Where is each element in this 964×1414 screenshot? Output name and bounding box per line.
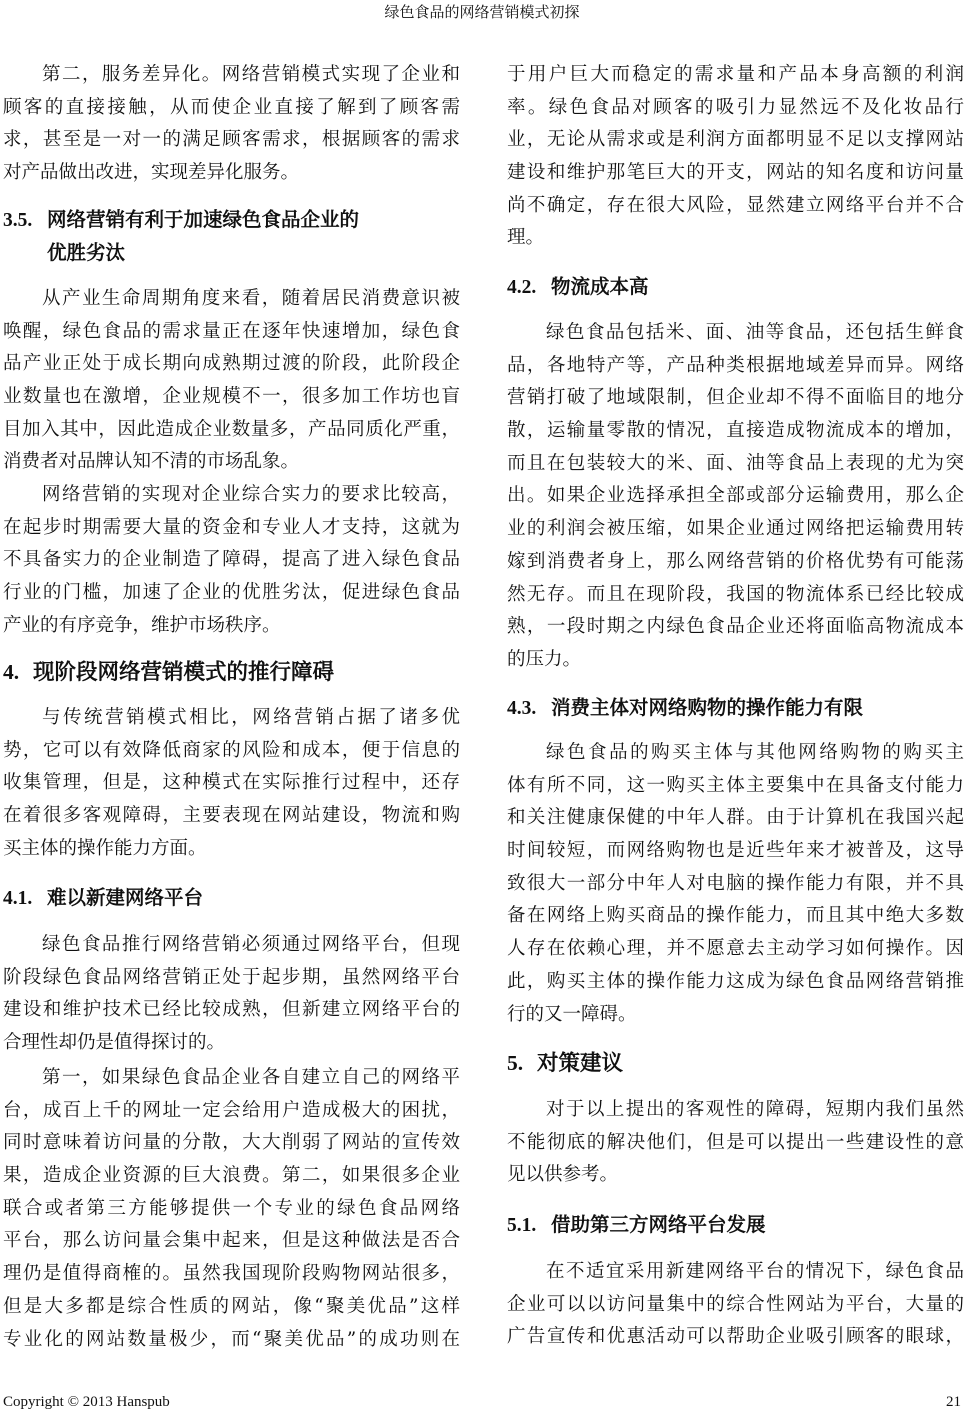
heading-5-1 [507,1209,766,1242]
text-line: 台，成百上千的网址一定会给用户造成极大的困扰， [3,1099,460,1121]
text-line: 行的又一障碍。 [507,1003,637,1025]
text-line: 在着很多客观障碍，主要表现在网站建设，物流和购 [3,805,460,827]
paragraph-lifecycle [3,283,460,479]
text-line: 此，购买主体的操作能力这成为绿色食品网络营销推 [507,970,964,992]
running-title: 绿色食品的网络营销模式初探 [384,3,580,21]
heading-5 [507,1047,623,1080]
heading-4-1 [3,882,203,915]
heading-text: 难以新建网络平台 [47,886,204,909]
paragraph-suggestions [507,1094,964,1192]
heading-text: 对策建议 [537,1051,624,1076]
heading-number: 5. [507,1051,524,1075]
heading-4-3 [507,692,863,725]
heading-number: 5.1. [507,1215,537,1236]
heading-number: 4. [3,660,20,684]
paragraph-first-continued [507,59,964,255]
text-line: 不能彻底的解决他们，但是可以提出一些建设性的意 [507,1131,964,1153]
heading-number: 4.3. [507,698,537,719]
text-line: 第一，如果绿色食品企业各自建立自己的网络平 [42,1067,460,1088]
text-line: 建设和维护技术已经比较成熟，但新建立网络平台的 [3,999,460,1021]
text-line: 收集管理，但是，这种模式在实际推行过程中，还存 [3,772,460,794]
text-line: 不具备实力的企业制造了障碍，提高了进入绿色食品 [3,549,460,571]
text-line: 建设和维护那笔巨大的开支，网站的知名度和访问量 [507,162,964,184]
paragraph-service [3,59,460,190]
text-line: 果，造成企业资源的巨大浪费。第二，如果很多企业 [3,1165,460,1187]
text-line: 散，运输量零散的情况，直接造成物流成本的增加， [507,420,964,442]
paragraph-consumers [507,737,964,1031]
text-line: 买主体的操作能力方面。 [3,837,207,859]
text-line: 绿色食品的购买主体与其他网络购物的购买主 [546,742,964,763]
heading-text: 网络营销有利于加速绿色食品企业的 [47,208,360,231]
paragraph-logistics [507,317,964,677]
text-line: 绿色食品推行网络营销必须通过网络平台，但现 [42,934,460,955]
text-line: 备在网络上购买商品的操作能力，而且其中绝大多数 [507,905,964,927]
heading-text: 消费主体对网络购物的操作能力有限 [551,696,864,719]
text-line: 在起步时期需要大量的资金和专业人才支持，这就为 [3,516,460,538]
text-line: 而且在包装较大的米、面、油等食品上表现的尤为突 [507,452,964,474]
paragraph-strength [3,479,460,642]
text-line: 企业可以以访问量集中的综合性网站为平台，大量的 [507,1293,964,1315]
copyright: Copyright © 2013 Hanspub [3,1394,170,1410]
paragraph-platform [3,929,460,1060]
text-line: 顾客的直接接触，从而使企业直接了解到了顾客需 [3,96,460,118]
text-line: 业数量也在激增，企业规模不一，很多加工作坊也盲 [3,386,460,408]
text-line: 但是大多都是综合性质的网站，像“聚美优品”这样 [3,1295,460,1317]
text-line: 理仍是值得商榷的。虽然我国现阶段购物网站很多， [3,1263,460,1285]
text-line: 理。 [507,227,545,249]
text-line: 嫁到消费者身上，那么网络营销的价格优势有可能荡 [507,550,964,572]
text-line: 平台，那么访问量会集中起来，但是这种做法是否合 [3,1230,460,1252]
text-line: 广告宣传和优惠活动可以帮助企业吸引顾客的眼球， [507,1326,964,1348]
text-line: 业，无论从需求或是利润方面都明显不足以支撑网站 [507,129,964,151]
heading-text: 物流成本高 [551,275,649,298]
text-line: 产业的有序竞争，维护市场秩序。 [3,614,281,636]
text-line: 同时意味着访问量的分散，大大削弱了网站的宣传效 [3,1132,460,1154]
heading-text: 现阶段网络营销模式的推行障碍 [33,660,335,685]
heading-text: 借助第三方网络平台发展 [551,1213,766,1236]
text-line: 行业的门槛，加速了企业的优胜劣汰，促进绿色食品 [3,582,460,604]
text-line: 第二，服务差异化。网络营销模式实现了企业和 [42,64,460,85]
text-line: 目加入其中，因此造成企业数量多，产品同质化严重， [3,418,460,440]
text-line: 品产业正处于成长期向成熟期过渡的阶段，此阶段企 [3,353,460,375]
text-line: 对于以上提出的客观性的障碍，短期内我们虽然 [546,1099,964,1120]
heading-text-cont: 优胜劣汰 [47,241,126,264]
text-line: 唤醒，绿色食品的需求量正在逐年快速增加，绿色食 [3,320,460,342]
text-line: 与传统营销模式相比，网络营销占据了诸多优 [42,707,460,728]
heading-4-2 [507,271,649,304]
text-line: 从产业生命周期角度来看，随着居民消费意识被 [42,288,460,309]
text-line: 绿色食品包括米、面、油等食品，还包括生鲜食 [546,322,964,343]
heading-3-5 [3,204,359,269]
heading-number: 4.2. [507,277,537,298]
text-line: 联合或者第三方能够提供一个专业的绿色食品网络 [3,1197,460,1219]
heading-number: 3.5. [3,210,33,231]
page-number: 21 [946,1394,961,1410]
text-line: 业的利润会被压缩，如果企业通过网络把运输费用转 [507,518,964,540]
text-line: 体有所不同，这一购买主体主要集中在具备支付能力 [507,774,964,796]
text-line: 和关注健康保健的中年人群。由于计算机在我国兴起 [507,807,964,829]
heading-number: 4.1. [3,888,33,909]
text-line: 熟，一段时期之内绿色食品企业还将面临高物流成本 [507,616,964,638]
text-line: 网络营销的实现对企业综合实力的要求比较高， [42,484,460,505]
heading-4 [3,656,334,689]
text-line: 势，它可以有效降低商家的风险和成本，便于信息的 [3,739,460,761]
text-line: 见以供参考。 [507,1164,619,1186]
text-line: 的压力。 [507,648,582,670]
text-line: 营销打破了地域限制，但企业却不得不面临目的地分 [507,387,964,409]
text-line: 尚不确定，存在很大风险，显然建立网络平台并不合 [507,194,964,216]
paragraph-obstacles [3,702,460,865]
text-line: 对产品做出改进，实现差异化服务。 [3,162,300,184]
text-line: 专业化的网站数量极少，而“聚美优品”的成功则在 [3,1328,460,1350]
text-line: 于用户巨大而稳定的需求量和产品本身高额的利润 [507,64,964,85]
text-line: 时间较短，而网络购物也是近些年来才被普及，这导 [507,840,964,862]
text-line: 品，各地特产等，产品种类根据地域差异而异。网络 [507,354,964,376]
paragraph-first [3,1062,460,1356]
text-line: 求，甚至是一对一的满足顾客需求，根据顾客的需求 [3,129,460,151]
text-line: 在不适宜采用新建网络平台的情况下，绿色食品 [546,1261,964,1282]
text-line: 人存在依赖心理，并不愿意去主动学习如何操作。因 [507,938,964,960]
text-line: 消费者对品牌认知不清的市场乱象。 [3,451,300,473]
text-line: 阶段绿色食品网络营销正处于起步期，虽然网络平台 [3,966,460,988]
text-line: 致很大一部分中年人对电脑的操作能力有限，并不具 [507,872,964,894]
text-line: 然无存。而且在现阶段，我国的物流体系已经比较成 [507,583,964,605]
text-line: 出。如果企业选择承担全部或部分运输费用，那么企 [507,485,964,507]
paragraph-third-party [507,1256,964,1354]
text-line: 合理性却仍是值得探讨的。 [3,1032,226,1054]
text-line: 率。绿色食品对顾客的吸引力显然远不及化妆品行 [507,96,964,118]
